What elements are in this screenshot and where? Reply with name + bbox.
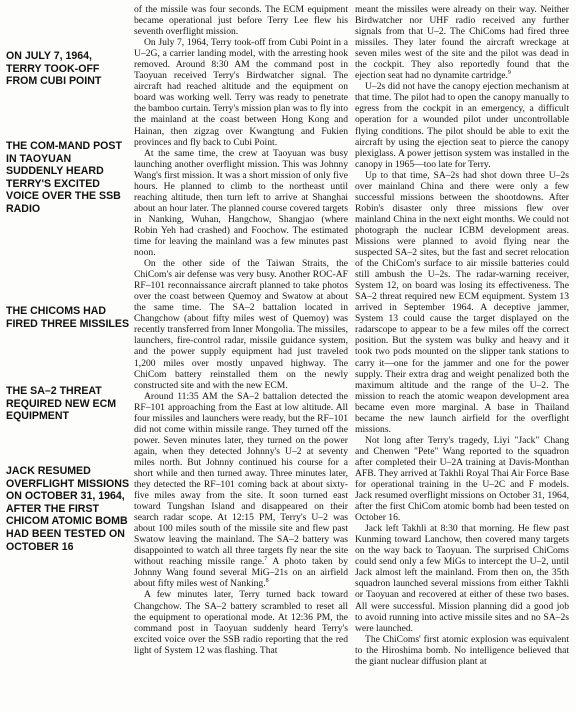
paragraph: On July 7, 1964, Terry took-off from Cubi Point in a U–2G, a carrier landing model, with the arresting hook removed. Around 8:30 AM the command post in Taoyuan received Terry's Birdwatcher signal. The aircraft had reached altitude and the equipment on board was working well. Terry was ready to penetrate the bamboo curtain. Terry's mission plan was to fly into the mainland at the coast between Hong Kong and Hainan, then zigzag over Kwangtung and Fukien provinces and fly back to Cubi Point. [134,37,348,148]
pull-quote-1: ON JULY 7, 1964, TERRY TOOK-OFF FROM CUBI POINT [6,50,102,88]
paragraph: of the missile was four seconds. The ECM equipment became operational just before Terry Lee flew his seventh overflight mission. [134,4,348,38]
paragraph: Not long after Terry's tragedy, Liyi "Jack" Chang and Chenwen "Pete" Wang reported to the squadron after completed their U–2A training at Davis-Monthan AFB. They arrived at Takhli Royal Thai Air Force Base for operational training in the U–2C and F models. Jack resumed overflight missions on October 31, 1964, after the first ChiCom atomic bomb had been tested on October 16. [355,434,569,524]
paragraph: U–2s did not have the canopy ejection mechanism at that time. The pilot had to open the canopy manually to egress from the cockpit in an emergency, a difficult operation for a wounded pilot under uncontrollable flying conditions. The pilot should be able to exit the aircraft by using the ejection seat to pierce the canopy plexiglass. A power jettison system was installed in the canopy in 1965—too late for Terry. [355,81,569,170]
paragraph: meant the missiles were already on their way. Neither Birdwatcher nor UHF radio received any further signals from that U–2. The ChiComs had fired three missiles. They later found the aircraft wreckage at seven miles west of the site and the pilot was dead in the cockpit. They also reportedly found that the ejection seat had no dynamite cartridge.$^9$ [355,4,569,82]
paragraph: A few minutes later, Terry turned back toward Changchow. The SA–2 battery scrambled to reset all the equipment to operational mode. At 12:36 PM, the command post in Taoyuan suddenly heard Terry's excited voice over the SSB radio reporting that the red light of System 12 was flashing. That [134,589,348,656]
pull-quote-5: JACK RESUMED OVERFLIGHT MISSIONS ON OCTOBER 31, 1964, AFTER THE FIRST CHICOM ATOMIC BOMB HAD BEEN TESTED ON OCTOBER 16 [6,465,130,553]
pull-quote-4: THE SA–2 THREAT REQUIRED NEW ECM EQUIPMENT [6,385,117,423]
pull-quote-2: THE COM-MAND POST IN TAOYUAN SUDDENLY HEARD TERRY'S EXCITED VOICE OVER THE SSB RADIO [6,140,122,215]
pull-quote-3: THE CHICOMS HAD FIRED THREE MISSILES [6,305,130,330]
paragraph: At the same time, the crew at Taoyuan was busy launching another overflight mission. This was Johnny Wang's first mission. It was a short mission of only five hours. He planned to climb to the northeast until reaching altitude, then turn left to arrive at Shanghai about an hour later. The planned course covered targets in Nanking, Wuhan, Hangchow, Shangjao (where Robin Yeh had crashed) and Foochow. The estimated time for leaving the mainland was a few minutes past noon. [134,147,348,259]
paragraph: Jack left Takhli at 8:30 that morning. He flew past Kunming toward Lanchow, then covered many targets on the way back to Taoyuan. The surprised ChiComs could send only a few MiGs to intercept the U–2, until Jack almost left the mainland. From then on, the 35th squadron launched several missions from either Takhli or Taoyuan and recovered at either of these two bases. All were successful. Mission planning did a good job to avoid running into active missile sites and no SA–2s were launched. [355,523,569,634]
text-column-left [134,4,348,656]
paragraph: Up to that time, SA–2s had shot down three U–2s over mainland China and there were only a few successful missions between the shootdowns. After Robin's disaster only three missions flew over mainland China in the next eight months. We could not photograph the nuclear ICBM development areas. Missions were planned to avoid flying near the suspected SA–2 sites, but the fast and secret relocation of the ChiCom's surface to air missile batteries could still ambush the U–2s. The radar-warning receiver, System 12, on board was losing its effectiveness. The SA–2 threat required new ECM equipment. System 13 arrived in September 1964. A deceptive jammer, System 13 could cause the target displayed on the radarscope to appear to be a few miles off the correct position. But the system was bulky and heavy and it took two pods mounted on the slipper tank stations to carry it—one for the jammer and one for the power supply. Their extra drag and weight penalized both the maximum altitude and the range of the U–2. The mission to reach the atomic weapon development area became even more marginal. A base in Thailand became the new launch airfield for the overflight missions. [355,169,569,435]
paragraph: The ChiComs' first atomic explosion was equivalent to the Hiroshima bomb. No intelligence believed that the giant nuclear diffusion plant at [355,633,569,667]
paragraph: On the other side of the Taiwan Straits, the ChiCom's air defense was very busy. Another ROC-AF RF–101 reconnaissance aircraft planned to take photos over the coast between Quemoy and Swatow at about the same time. The SA–2 battalion located in Changchow (about fifty miles west of Quemoy) was recently transferred from Inner Mongolia. The missiles, launchers, fire-control radar, missile guidance system, and the power supply equipment had just traveled 1,200 miles over mostly unpaved highway. The ChiCom battery reinstalled them on the newly constructed site and with the new ECM. [134,258,348,391]
text-column-right [355,4,569,667]
paragraph: Around 11:35 AM the SA–2 battalion detected the RF–101 approaching from the East at low altitude. All four missiles and launchers were ready, but the RF–101 did not come within missile range. They turned off the power. Seven minutes later, they turned on the power again, when they detected Johnny's U–2 at seventy miles north. But Johnny continued his course for a short while and then turned away. Three minutes later, they detected the RF–101 coming back at about sixty-five miles away from the site. It soon turned east toward Tungshan Island and disappeared on their search radar scope. At 12:15 PM, Terry's U–2 was about 100 miles south of the missile site and flew past Swatow leaving the mainland. The SA–2 battery was disappointed to watch all three targets fly near the site without reaching missile range.$^7$ A photo taken by Johnny Wang found several MiG–21s on an airfield about fifty miles west of Nanking.$^8$ [134,390,348,590]
